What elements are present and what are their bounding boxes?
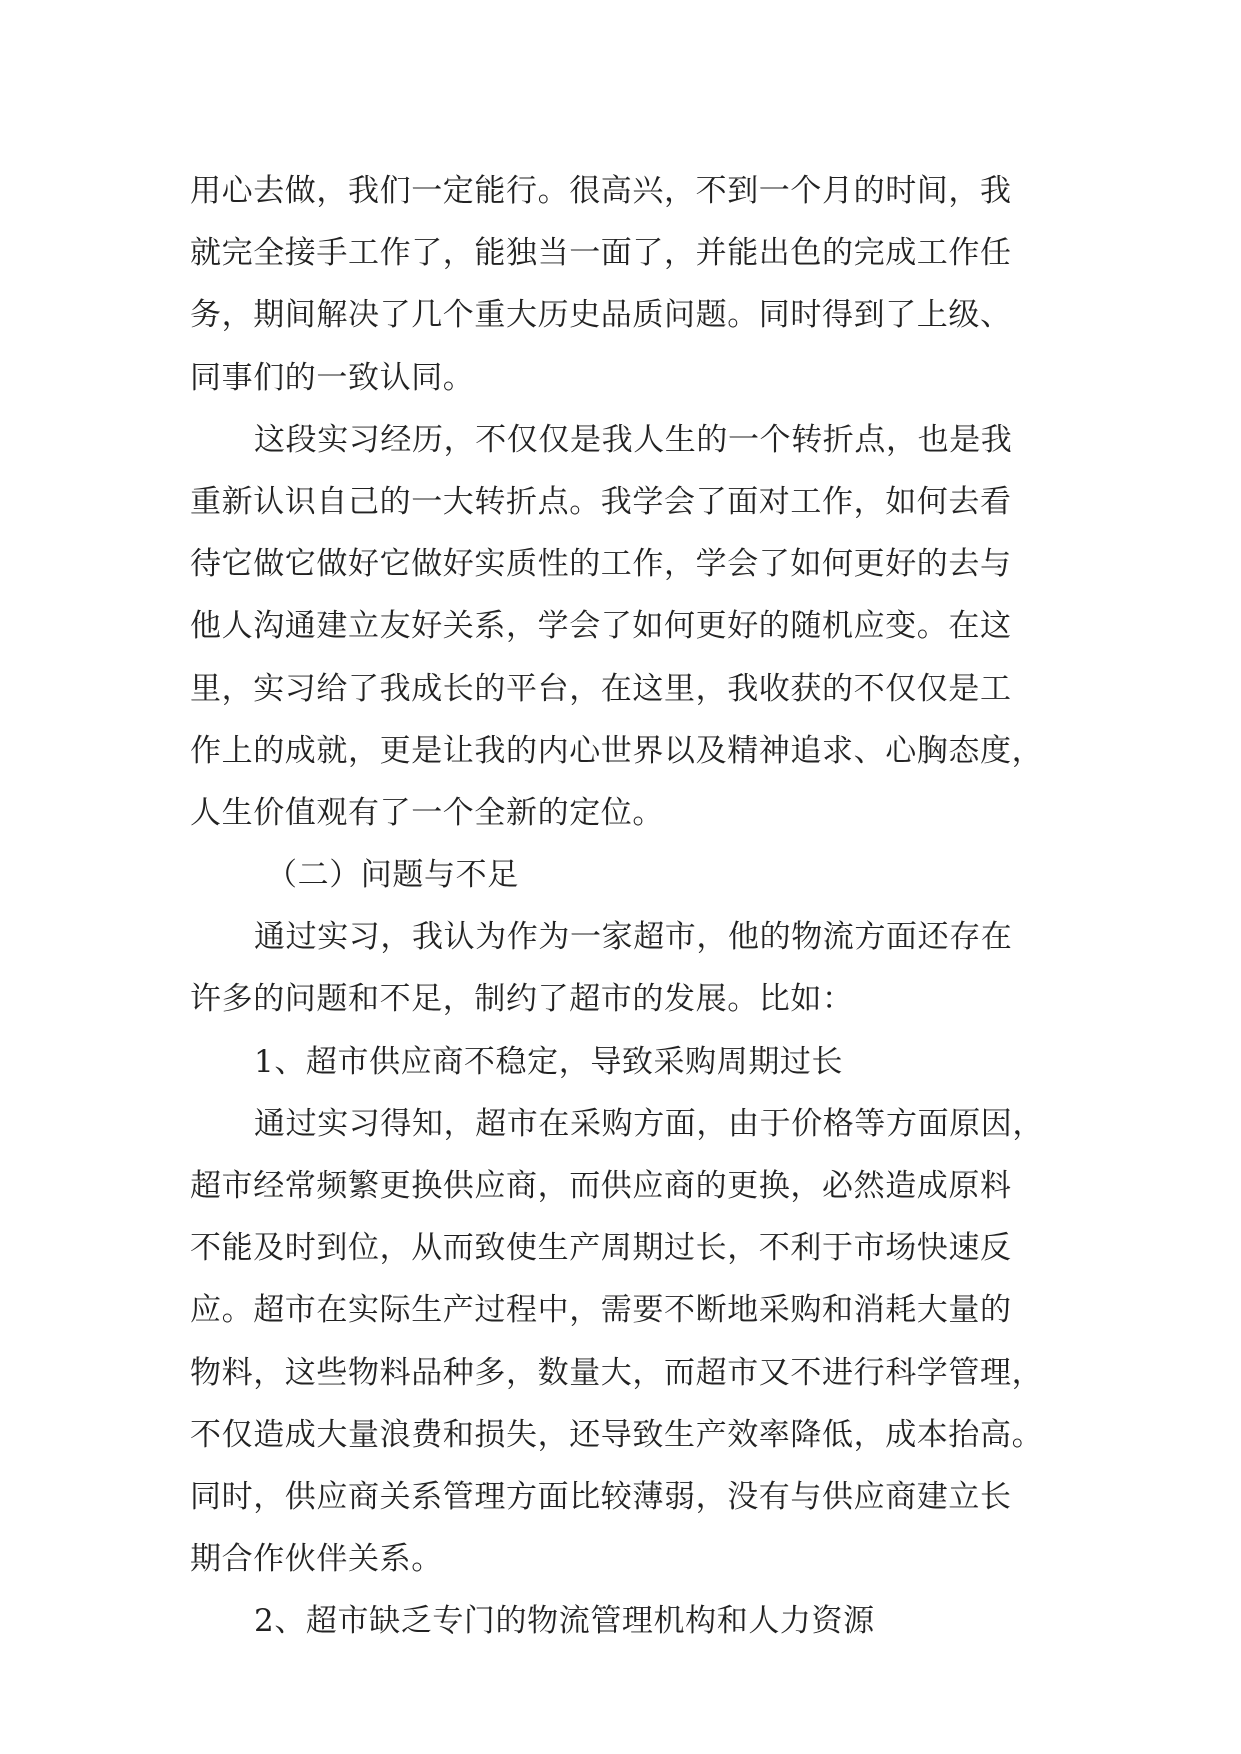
text-line: 作上的成就，更是让我的内心世界以及精神追求、心胸态度， [190,732,1044,769]
subsection-heading: 2、超市缺乏专门的物流管理机构和人力资源 [254,1603,875,1640]
text-line: 物料，这些物料品种多，数量大，而超市又不进行科学管理， [190,1354,1044,1391]
text-line: 人生价值观有了一个全新的定位。 [190,794,664,831]
text-line: 不仅造成大量浪费和损失，还导致生产效率降低，成本抬高。 [190,1416,1044,1453]
text-line: 他人沟通建立友好关系，学会了如何更好的随机应变。在这 [190,608,1012,645]
text-line: 期合作伙伴关系。 [190,1541,443,1578]
text-line: 重新认识自己的一大转折点。我学会了面对工作，如何去看 [190,483,1012,520]
paragraph-first-line: 通过实习，我认为作为一家超市，他的物流方面还存在 [254,919,1013,956]
subsection-heading: 1、超市供应商不稳定，导致采购周期过长 [254,1043,844,1080]
text-line: 用心去做，我们一定能行。很高兴，不到一个月的时间，我 [190,173,1012,209]
paragraph-first-line: 通过实习得知，超市在采购方面，由于价格等方面原因， [254,1105,1044,1142]
text-line: 同时，供应商关系管理方面比较薄弱，没有与供应商建立长 [190,1478,1012,1515]
text-line: 许多的问题和不足，制约了超市的发展。比如： [190,981,854,1018]
text-line: 待它做它做好它做好实质性的工作，学会了如何更好的去与 [190,546,1012,583]
text-line: 应。超市在实际生产过程中，需要不断地采购和消耗大量的 [190,1292,1012,1329]
text-line: 不能及时到位，从而致使生产周期过长，不利于市场快速反 [190,1230,1012,1267]
text-line: 超市经常频繁更换供应商，而供应商的更换，必然造成原料 [190,1168,1012,1204]
document-body [190,160,1050,1653]
paragraph-first-line: 这段实习经历，不仅仅是我人生的一个转折点，也是我 [254,421,1013,458]
section-heading: （二）问题与不足 [266,857,519,894]
text-line: 里，实习给了我成长的平台，在这里，我收获的不仅仅是工 [190,670,1012,707]
text-line: 同事们的一致认同。 [190,359,475,396]
text-line: 就完全接手工作了，能独当一面了，并能出色的完成工作任 [190,235,1012,272]
text-line: 务，期间解决了几个重大历史品质问题。同时得到了上级、 [190,297,1012,334]
